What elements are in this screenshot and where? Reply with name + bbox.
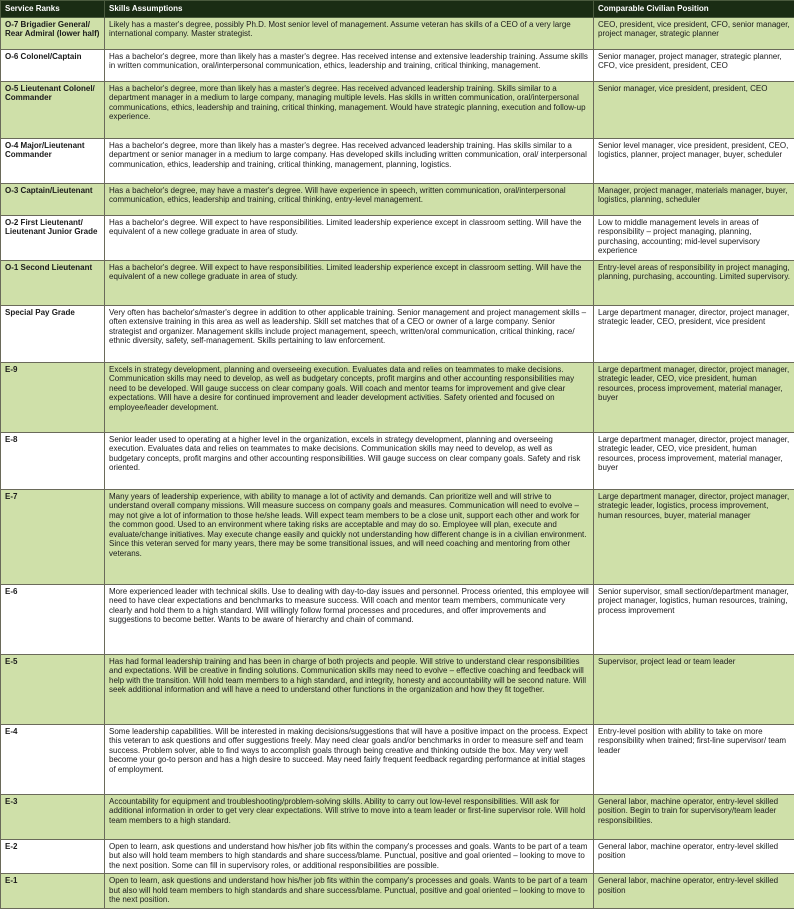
rank-cell: E-9 [1,363,105,433]
rank-cell: E-7 [1,490,105,585]
rank-cell: O-5 Lieutenant Colonel/ Commander [1,82,105,139]
skills-cell: Has a bachelor's degree, more than likely has a master's degree. Has received intense and extensive leadership training. Assume skills in written communication, oral/interpersonal communication, ethics, leadership and training, critical thinking, management. [105,50,594,82]
table-row [1,840,794,874]
table-row [1,490,794,585]
civilian-cell: Large department manager, director, project manager, strategic leader, CEO, vice president, human resources, process improvement, material manager, buyer [594,363,794,433]
rank-cell: O-4 Major/Lieutenant Commander [1,139,105,184]
skills-cell: More experienced leader with technical skills. Use to dealing with day-to-day issues and personnel. Process oriented, this employee will need to have clear expectations and benchmarks to measure success. Will coach and mentor team members, communicate very clearly and hold them to a high standard. Will willingly follow formal processes and procedures, and offer improvements and suggestions to become better. Wants to be aware of hierarchy and chain of command. [105,585,594,655]
rank-cell: O-1 Second Lieutenant [1,261,105,306]
table-row [1,50,794,82]
civilian-cell: Senior level manager, vice president, president, CEO, logistics, planner, project manager, buyer, scheduler [594,139,794,184]
skills-cell: Likely has a master's degree, possibly Ph.D. Most senior level of management. Assume veteran has skills of a CEO of a very large international company. Master strategist. [105,18,594,50]
table-row [1,725,794,795]
civilian-cell: CEO, president, vice president, CFO, senior manager, project manager, strategic planner [594,18,794,50]
civilian-cell: Large department manager, director, project manager, strategic leader, logistics, process improvement, human resources, buyer, material manager [594,490,794,585]
table-row [1,363,794,433]
rank-cell: E-1 [1,874,105,909]
civilian-cell: Large department manager, director, project manager, strategic leader, CEO, vice president, human resources, process improvement, material manager, buyer [594,433,794,490]
skills-cell: Has a bachelor's degree, may have a master's degree. Will have experience in speech, written communication, oral/interpersonal communication, ethics, leadership and training, critical thinking, entry-level management. [105,184,594,216]
civilian-cell: Low to middle management levels in areas of responsibility – project managing, planning, purchasing, accounting; mid-level supervisory experience [594,216,794,261]
rank-cell: E-4 [1,725,105,795]
civilian-cell: Entry-level position with ability to take on more responsibility when trained; first-line supervisor/ team leader [594,725,794,795]
civilian-cell: General labor, machine operator, entry-level skilled position [594,874,794,909]
header-service-ranks: Service Ranks [1,1,105,18]
skills-cell: Open to learn, ask questions and understand how his/her job fits within the company's processes and goals. Wants to be part of a team but also will hold team members to high standards and share success/blame. Punctual, positive and goal oriented – looking to move to the next position. [105,874,594,909]
rank-cell: E-2 [1,840,105,874]
rank-cell: O-7 Brigadier General/ Rear Admiral (lower half) [1,18,105,50]
skills-cell: Accountability for equipment and troubleshooting/problem-solving skills. Ability to carry out low-level responsibilities. Will ask for additional information in order to get very clear expectations. Will strive to move into a team leader or first-line supervisor role. Will hold team members to a high standard. [105,795,594,840]
skills-cell: Has a bachelor's degree, more than likely has a master's degree. Has received advanced leadership training. Skills similar to a department manager in a medium to large company, managing multiple levels. Has skills in written communication, oral/interpersonal communications, ethics, leadership and training, critical thinking, management. Would have strategic planning, execution and follow-up experience. [105,82,594,139]
skills-cell: Open to learn, ask questions and understand how his/her job fits within the company's processes and goals. Wants to be part of a team but also will hold team members to high standards and share success/blame. Punctual, positive and goal oriented – looking to move to the next position. Some can fill in supervisory roles, or additional responsibilities are possible. [105,840,594,874]
skills-cell: Has a bachelor's degree. Will expect to have responsibilities. Limited leadership experience except in classroom setting. Will have the equivalent of a new college graduate in area of study. [105,216,594,261]
skills-cell: Many years of leadership experience, with ability to manage a lot of activity and demands. Can prioritize well and will strive to understand overall company missions. Will measure success on company goals and measures. Communication will need to evolve – may not give a lot of information to those he/she leads. Will expect team members to be a close unit, support each other and work for the common good. Used to an environment where taking risks are acceptable and may do so. Employee will plan, execute and evaluate/change initiatives. May execute change easily and quickly not understanding how different change is in a civilian environment. Since this veteran served for many years, there may be some transitional issues, and will need coaching and mentoring from other veterans. [105,490,594,585]
header-civilian-position: Comparable Civilian Position [594,1,794,18]
rank-cell: E-3 [1,795,105,840]
table-row [1,139,794,184]
rank-cell: O-3 Captain/Lieutenant [1,184,105,216]
civilian-cell: General labor, machine operator, entry-level skilled position [594,840,794,874]
civilian-cell: Manager, project manager, materials manager, buyer, logistics, planning, scheduler [594,184,794,216]
civilian-cell: General labor, machine operator, entry-level skilled position. Begin to train for supervisory/team leader responsibilities. [594,795,794,840]
table-row [1,261,794,306]
civilian-cell: Entry-level areas of responsibility in project managing, planning, purchasing, accounting. Limited supervisory. [594,261,794,306]
skills-cell: Some leadership capabilities. Will be interested in making decisions/suggestions that will have a positive impact on the process. Expect this veteran to ask questions and offer suggestions freely. May need clear goals and/or benchmarks in order to measure self and team success. Problem solver, able to find ways to accomplish goals through being creative and thinking outside the box. May very well become your go-to person and has a high desire to succeed. May need fairly frequent feedback regarding performance at initial stages of employment. [105,725,594,795]
civilian-cell: Senior manager, project manager, strategic planner, CFO, vice president, president, CEO [594,50,794,82]
table-row [1,433,794,490]
table-row [1,655,794,725]
table-row [1,585,794,655]
rank-cell: O-6 Colonel/Captain [1,50,105,82]
skills-cell: Has a bachelor's degree, more than likely has a master's degree. Has received advanced leadership training. Has skills similar to a department or senior manager in a medium to large company. Has developed skills including written communication, oral/ interpersonal communication, ethics, leadership and training, critical thinking, management, planning, logistics. [105,139,594,184]
rank-cell: E-8 [1,433,105,490]
table-row [1,184,794,216]
skills-cell: Very often has bachelor's/master's degree in addition to other applicable training. Senior management and project management skills – often extensive training in this area as well as leadership. Skill set matches that of a CEO or owner of a large company. Senior strategist and organizer. Management skills include project management, speech, written/oral communication, critical thinking, race/ ethnic diversity, safety, self-management. Skills pertaining to law enforcement. [105,306,594,363]
table-row [1,216,794,261]
skills-cell: Has a bachelor's degree. Will expect to have responsibilities. Limited leadership experience except in classroom setting. Will have the equivalent of a new college graduate in area of study. [105,261,594,306]
rank-cell: E-5 [1,655,105,725]
civilian-cell: Large department manager, director, project manager, strategic leader, CEO, president, vice president [594,306,794,363]
skills-cell: Senior leader used to operating at a higher level in the organization, excels in strategy development, planning and overseeing execution. Evaluates data and relies on teammates to make decisions. Communication skills may need to develop, as well as budgetary concepts, profit margins and other accounting responsibilities. Will gauge success on clear company goals. Safety and risk oriented. [105,433,594,490]
header-skills-assumptions: Skills Assumptions [105,1,594,18]
civilian-cell: Supervisor, project lead or team leader [594,655,794,725]
skills-cell: Excels in strategy development, planning and overseeing execution. Evaluates data and relies on teammates to make decisions. Communication skills may need to develop, as well as budgetary concepts, profit margins and other accounting responsibilities may need to be developed. Will gauge success on clear company goals. Will coach and mentor teams for improvement and give clear expectations. Will have a desire for continued improvement and leader development activities. Safety oriented and focused on employee/leader development. [105,363,594,433]
table-row [1,18,794,50]
table-row [1,874,794,909]
table-body [1,18,794,909]
table-row [1,306,794,363]
skills-cell: Has had formal leadership training and has been in charge of both projects and people. Will strive to understand clear responsibilities and expectations. Will be creative in finding solutions. Communication skills may need to evolve – effective coaching and feedback will help with the transition. Will hold team members to a high standard, and integrity, honesty and accountability will be second nature. Will seek additional information and will have a need to understand other functions in the organization and how they fit together. [105,655,594,725]
table-row [1,795,794,840]
rank-cell: E-6 [1,585,105,655]
table-header-row [1,1,794,18]
rank-cell: O-2 First Lieutenant/ Lieutenant Junior Grade [1,216,105,261]
rank-cell: Special Pay Grade [1,306,105,363]
table-row [1,82,794,139]
civilian-cell: Senior manager, vice president, president, CEO [594,82,794,139]
civilian-cell: Senior supervisor, small section/department manager, project manager, logistics, human resources, training, process improvement [594,585,794,655]
